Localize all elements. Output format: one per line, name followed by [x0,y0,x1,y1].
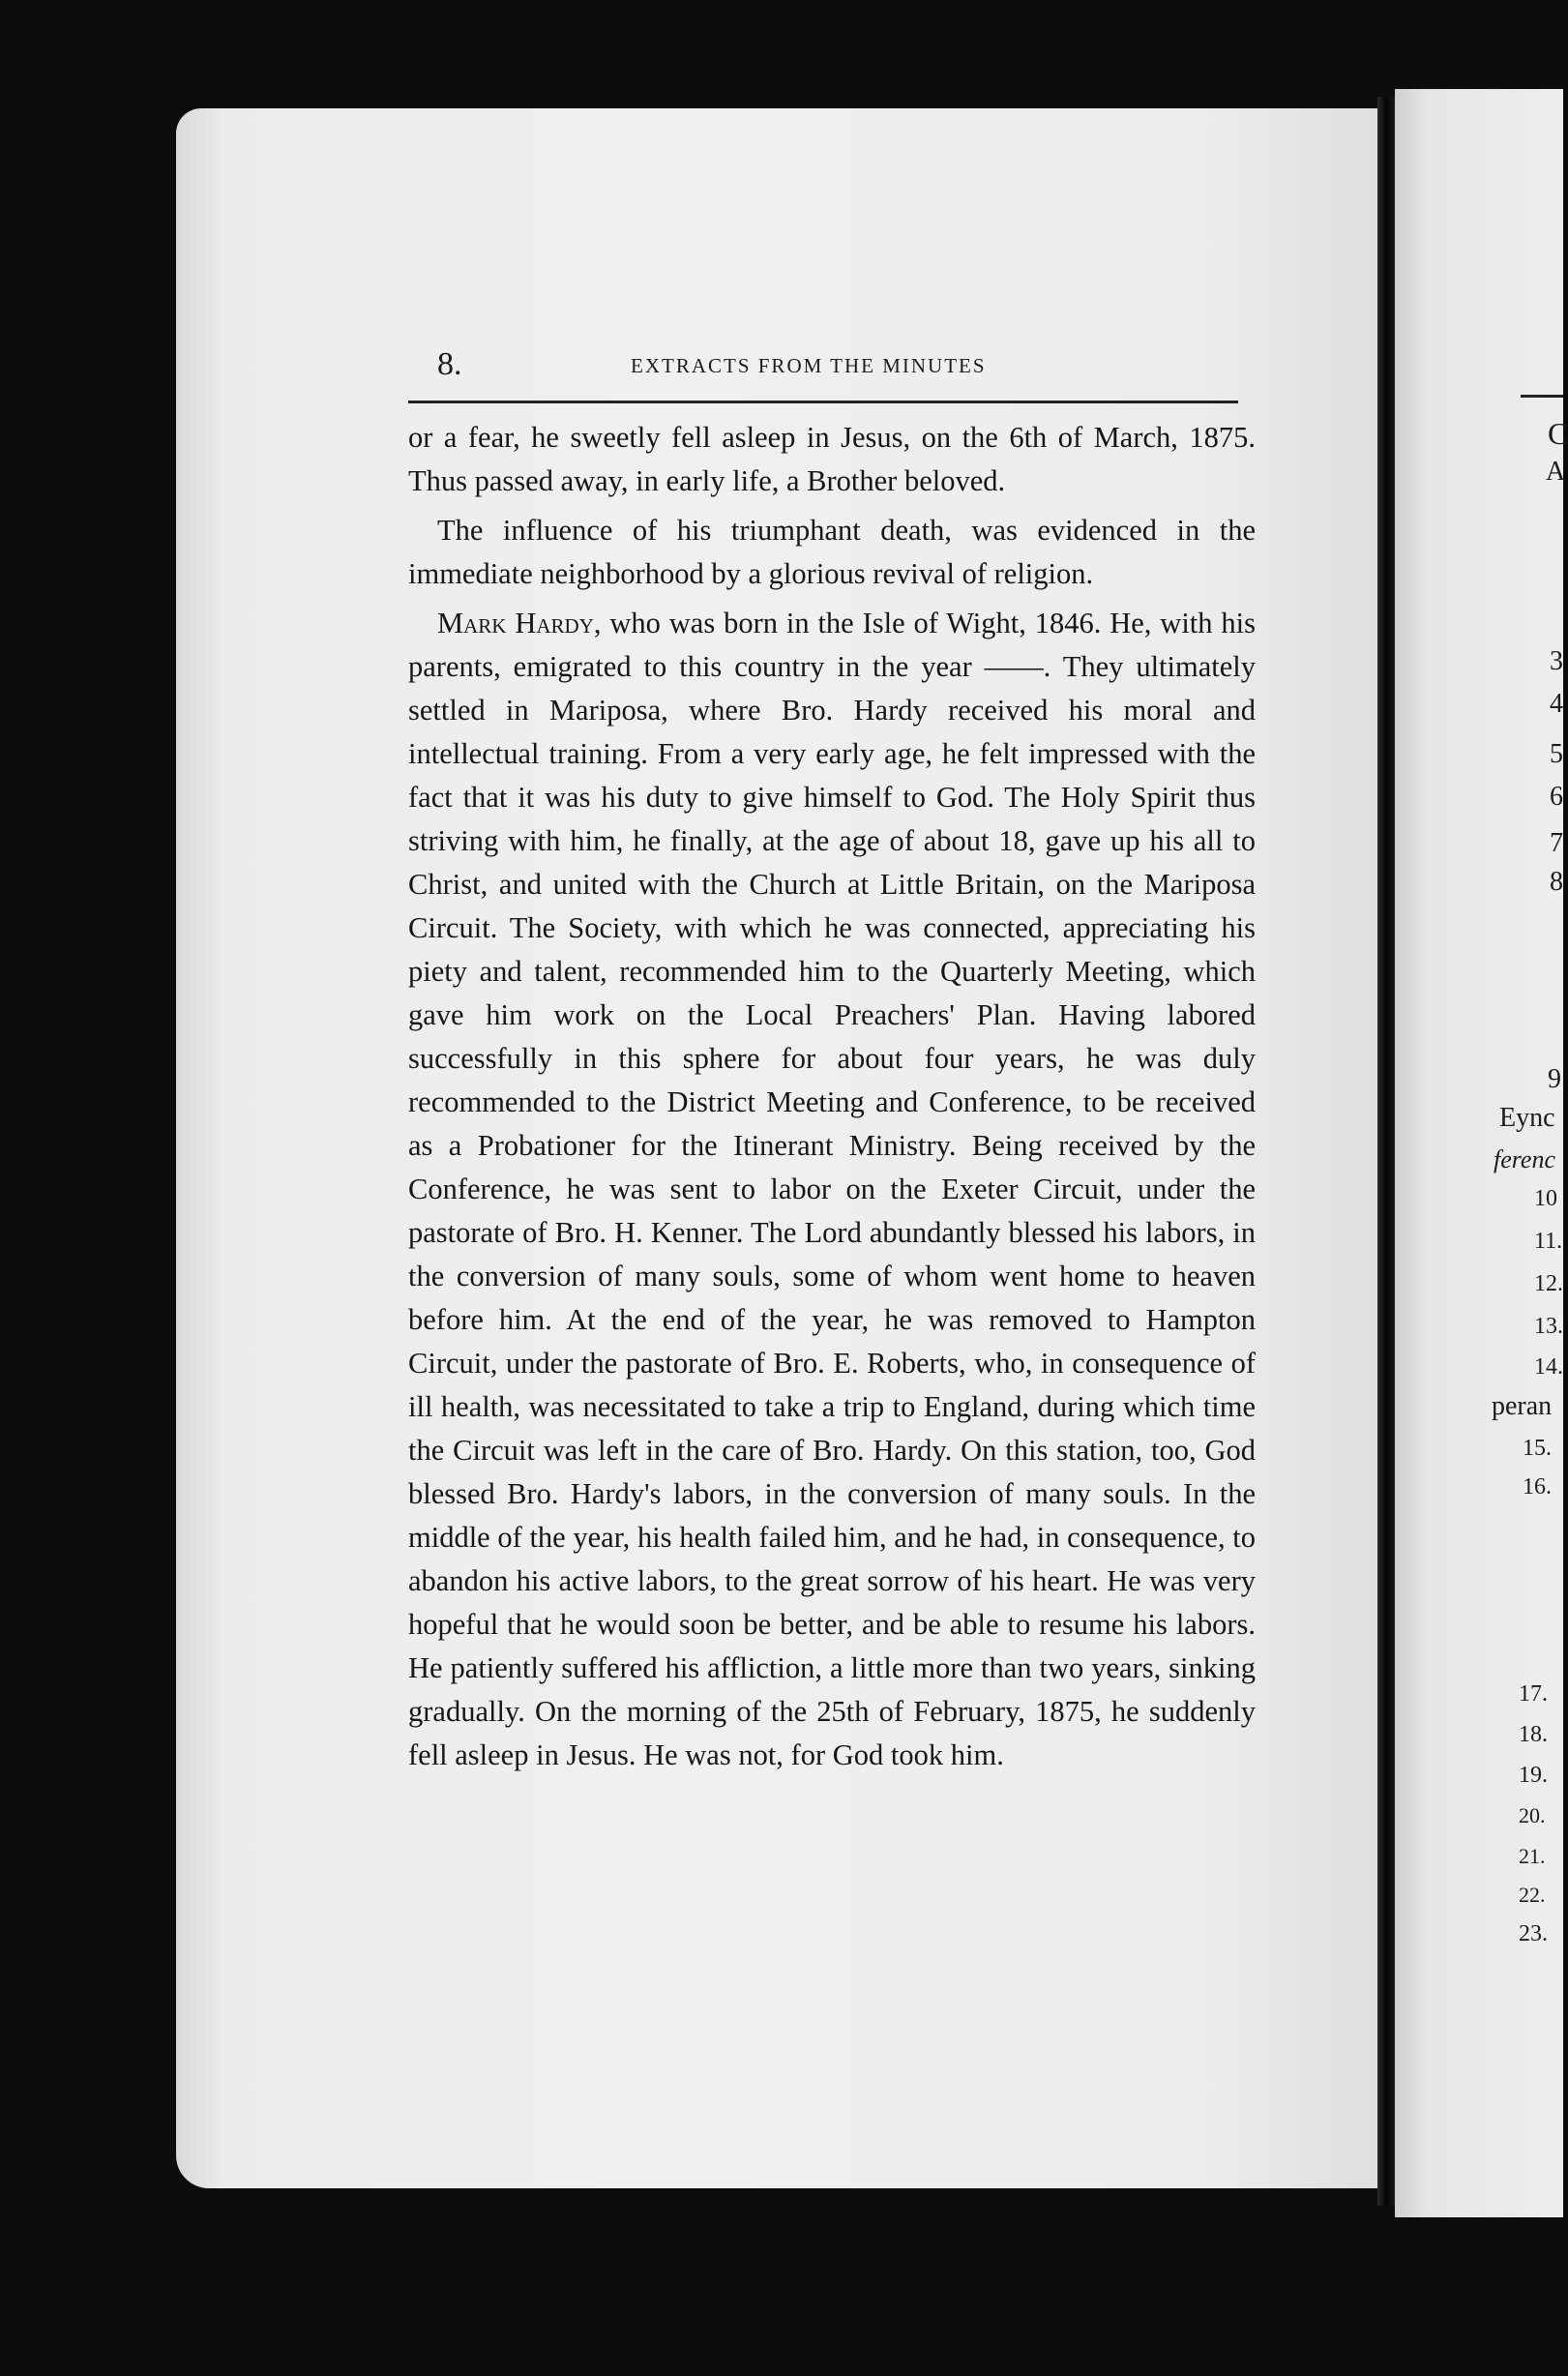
paragraph [408,602,1256,1777]
page-header [437,346,1308,385]
right-page-fragment: peran [1492,1391,1553,1421]
page-number: 8. [437,346,462,382]
right-page-fragment: 9 [1548,1064,1561,1094]
right-page-fragment: 14. [1534,1354,1563,1380]
right-page-fragment: 21. [1519,1844,1546,1868]
right-page-header-rule [1521,395,1563,398]
right-page-fragment: 12. [1534,1271,1563,1296]
right-page-fragment: 13. [1534,1314,1563,1339]
right-page-fragment: 5 [1550,739,1563,769]
book-gutter [1377,97,1395,2206]
paragraph-text: or a fear, he sweetly fell asleep in Jesus, on the 6th of March, 1875. Thus passed away, in early life, a Brother beloved. [408,421,1256,497]
right-page-fragment: C [1548,416,1568,451]
right-page-fragment: A [1546,457,1566,487]
right-page-fragment: 17. [1519,1681,1548,1707]
page-body [408,416,1256,1783]
right-page-fragment: 11. [1534,1229,1563,1254]
header-rule [408,401,1238,403]
running-head: EXTRACTS FROM THE MINUTES [631,354,987,377]
paragraph [408,416,1256,503]
right-page-fragment: 18. [1519,1722,1548,1747]
right-page-fragment: 23. [1519,1921,1548,1946]
right-page-fragment: 7 [1550,828,1563,858]
paragraph [408,509,1256,596]
paragraph-text: The influence of his triumphant death, was evidenced in the immediate neighborhood by a glorious revival of religion. [408,514,1256,590]
paragraph-text: who was born in the Isle of Wight, 1846. He, with his parents, emigrated to this country in the year ——. They ultimately settled in Mariposa, where Bro. Hardy received his moral and intellectual training. From a very early age, he felt impressed with the fact that it was his duty to give himself to God. The Holy Spirit thus striving with him, he finally, at the age of about 18, gave up his all to Christ, and united with the Church at Little Britain, on the Mariposa Circuit. The Society, with which he was connected, appreciating his piety and talent, recommended him to the Quarterly Meeting, which gave him work on the Local Preachers' Plan. Having labored successfully in this sphere for about four years, he was duly recommended to the District Meeting and Conference, to be received as a Probationer for the Itinerant Ministry. Being received by the Conference, he was sent to labor on the Exeter Circuit, under the pastorate of Bro. H. Kenner. The Lord abundantly blessed his labors, in the conversion of many souls, some of whom went home to heaven before him. At the end of the year, he was removed to Hampton Circuit, under the pastorate of Bro. E. Roberts, who, in consequence of ill health, was necessitated to take a trip to England, during which time the Circuit was left in the care of Bro. Hardy. On this station, too, God blessed Bro. Hardy's labors, in the conversion of many souls. In the middle of the year, his health failed him, and he had, in consequence, to abandon his active labors, to the great sorrow of his heart. He was very hopeful that he would soon be better, and be able to resume his labors. He patiently suffered his affliction, a little more than two years, sinking gradually. On the morning of the 25th of February, 1875, he suddenly fell asleep in Jesus. He was not, for God took him. [408,607,1256,1771]
right-page-fragment: 3 [1550,646,1563,676]
right-page-fragment: 22. [1519,1883,1546,1907]
right-page-fragment: ferenc [1494,1145,1555,1173]
right-page-fragment: 19. [1519,1763,1548,1788]
paragraph-lead-name: Mark Hardy, [437,607,602,639]
right-page-fragment: 10 [1534,1186,1557,1211]
right-page-fragment: 15. [1523,1436,1552,1461]
right-page-fragment: 20. [1519,1803,1546,1827]
right-page-fragment: 4 [1550,689,1563,719]
right-page-fragment: 16. [1523,1474,1552,1500]
right-page-fragment: Eync [1499,1103,1555,1133]
right-page-fragment: 6 [1550,782,1563,812]
right-page-fragment: 8 [1550,867,1563,897]
